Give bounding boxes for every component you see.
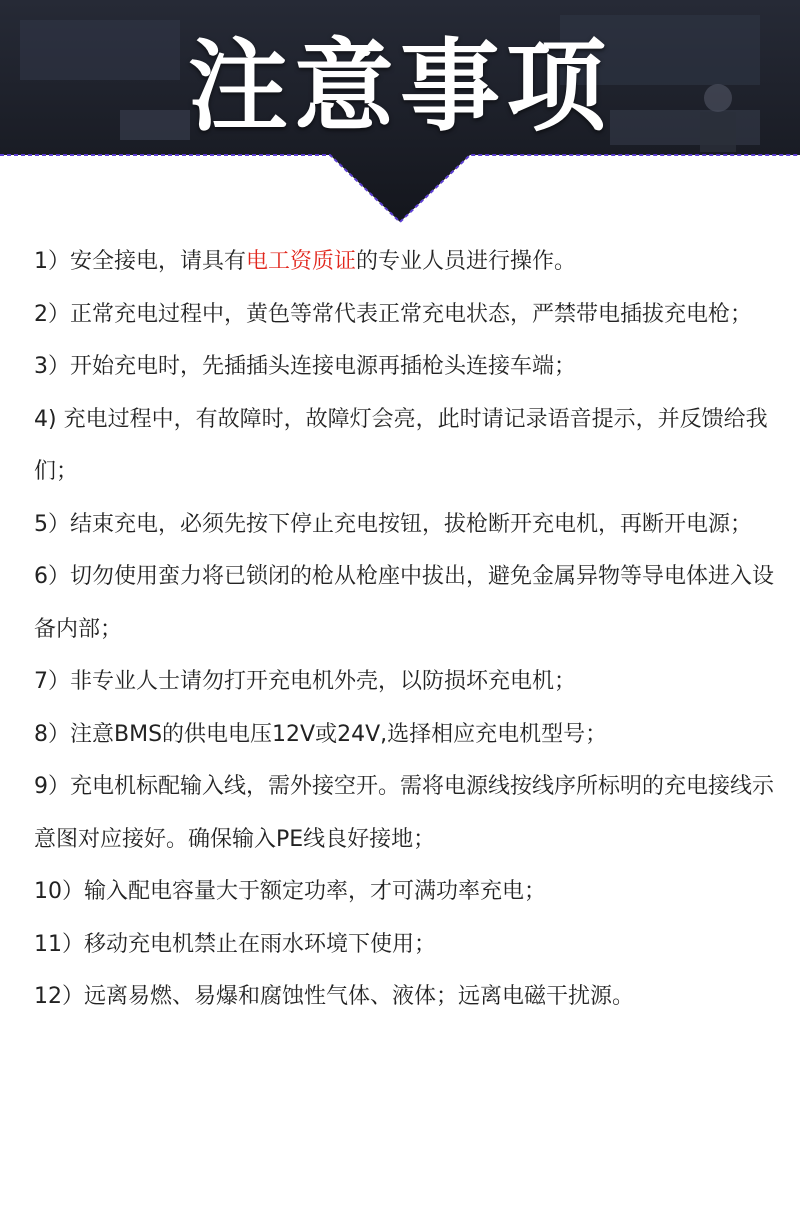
notes-list [34, 236, 774, 1024]
header-banner [0, 0, 800, 225]
note-item-1: 1）安全接电，请具有电工资质证的专业人员进行操作。 [34, 249, 577, 274]
highlight-qualification: 电工资质证 [246, 249, 357, 274]
note-item-7: 7）非专业人士请勿打开充电机外壳，以防损坏充电机； [34, 669, 576, 694]
note-item-2: 2）正常充电过程中，黄色等常代表正常充电状态，严禁带电插拔充电枪； [34, 301, 752, 327]
note-item-4: 4) 充电过程中，有故障时，故障灯会亮，此时请记录语音提示，并反馈给我们； [34, 406, 768, 484]
note-item-5: 5）结束充电，必须先按下停止充电按钮，拔枪断开充电机，再断开电源； [34, 511, 752, 537]
note-item-3: 3）开始充电时，先插插头连接电源再插枪头连接车端； [34, 354, 576, 379]
note-item-6: 6）切勿使用蛮力将已锁闭的枪从枪座中拔出，避免金属异物等导电体进入设备内部； [34, 564, 774, 642]
note-item-12: 12）远离易燃、易爆和腐蚀性气体、液体；远离电磁干扰源。 [34, 984, 634, 1009]
note-item-10: 10）输入配电容量大于额定功率，才可满功率充电； [34, 879, 546, 904]
note-item-8: 8）注意BMS的供电电压12V或24V,选择相应充电机型号； [34, 721, 608, 747]
note-item-11: 11）移动充电机禁止在雨水环境下使用； [34, 931, 436, 957]
note-item-9: 9）充电机标配输入线，需外接空开。需将电源线按线序所标明的充电接线示意图对应接好。确保输入PE线良好接地； [34, 774, 774, 852]
page-title: 注意事项 [188, 28, 612, 145]
